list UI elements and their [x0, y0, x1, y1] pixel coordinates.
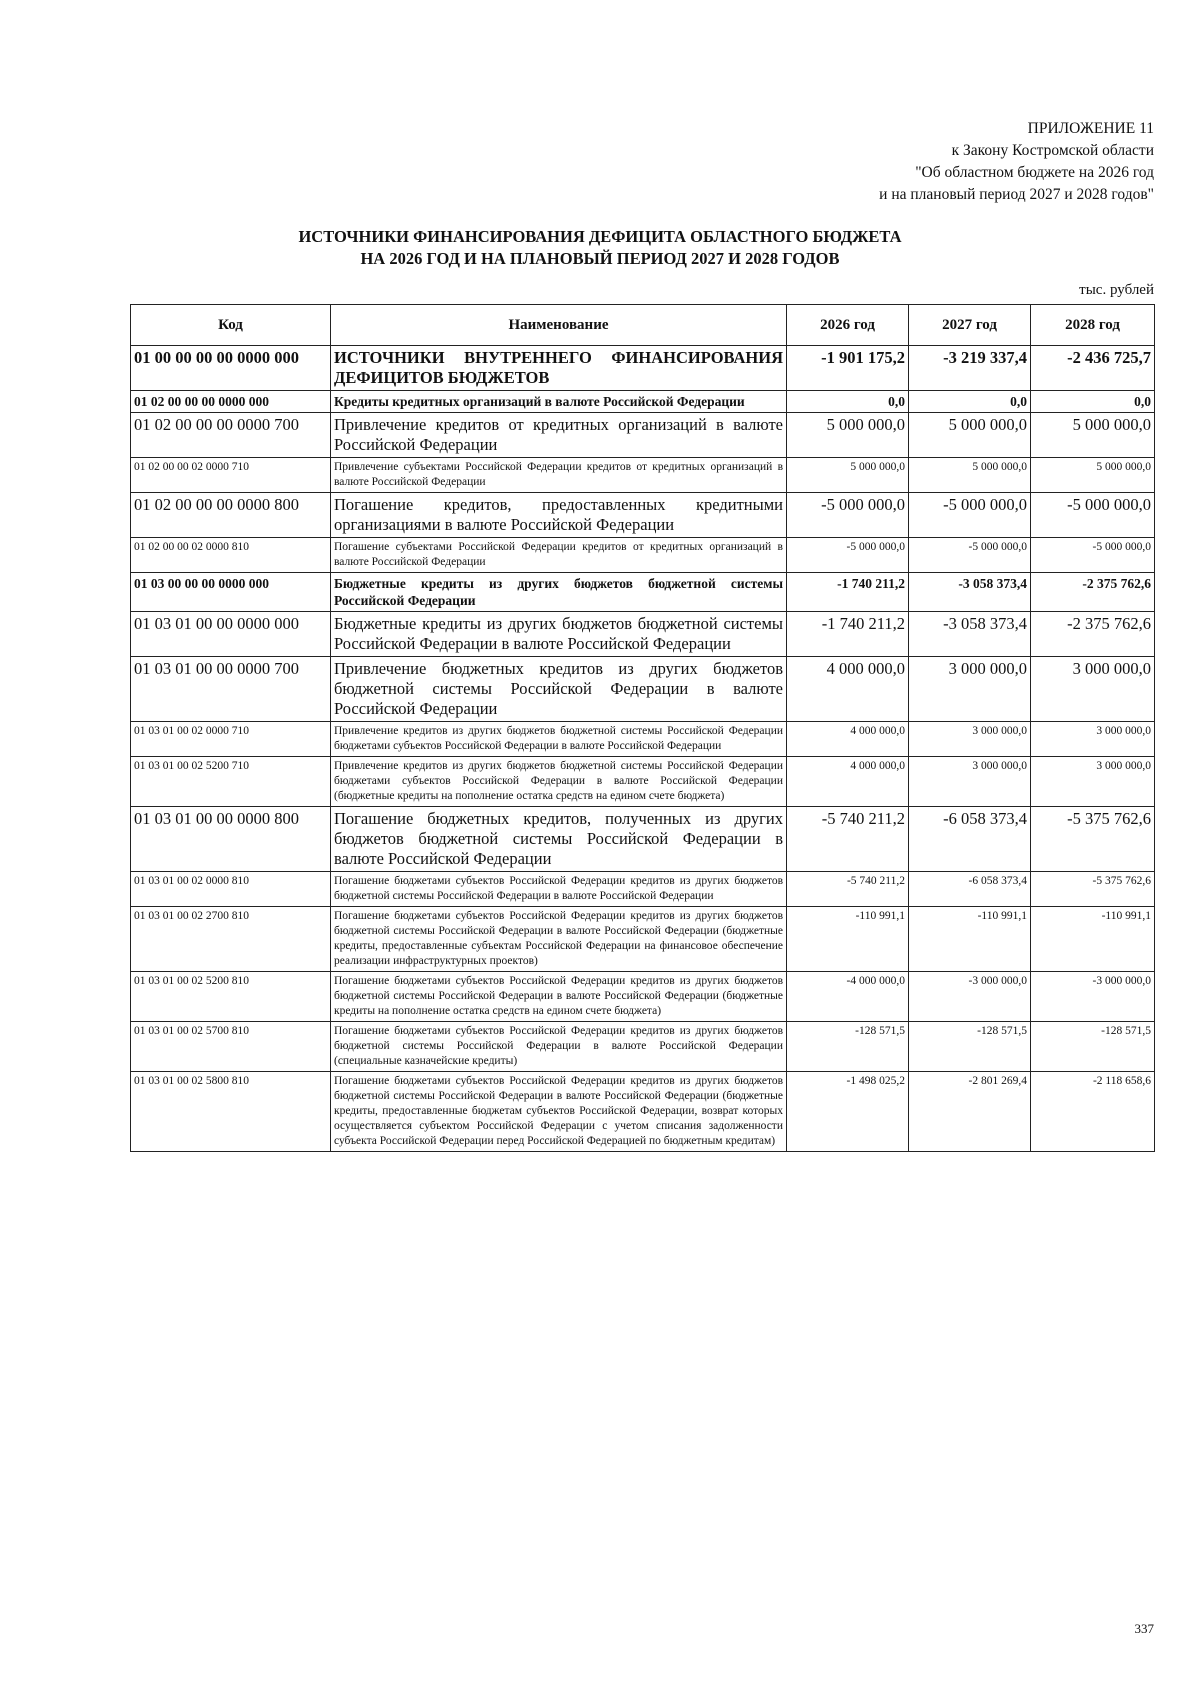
row-value-2028: -3 000 000,0: [1031, 972, 1155, 1022]
row-value-2028: -2 375 762,6: [1031, 612, 1155, 657]
row-value-2026: -1 740 211,2: [787, 573, 909, 612]
row-name: Привлечение кредитов из других бюджетов бюджетной системы Российской Федерации бюджетами субъектов Российской Федерации в валюте Российской Федерации (бюджетные кредиты на пополнение остатка средств на едином счете бюджета): [331, 757, 787, 807]
row-code: 01 03 00 00 00 0000 000: [131, 573, 331, 612]
row-value-2027: -3 219 337,4: [909, 346, 1031, 391]
row-value-2028: -2 436 725,7: [1031, 346, 1155, 391]
table-row: [131, 872, 1155, 907]
row-value-2028: -5 375 762,6: [1031, 807, 1155, 872]
row-name: Привлечение кредитов от кредитных организаций в валюте Российской Федерации: [331, 413, 787, 458]
row-code: 01 03 01 00 02 0000 810: [131, 872, 331, 907]
row-value-2027: 0,0: [909, 391, 1031, 413]
table-row: [131, 807, 1155, 872]
table-row: [131, 657, 1155, 722]
row-value-2027: 5 000 000,0: [909, 458, 1031, 493]
row-value-2026: 0,0: [787, 391, 909, 413]
table-row: [131, 722, 1155, 757]
row-value-2026: 4 000 000,0: [787, 722, 909, 757]
row-value-2028: 3 000 000,0: [1031, 722, 1155, 757]
row-name: Бюджетные кредиты из других бюджетов бюджетной системы Российской Федерации в валюте Российской Федерации: [331, 612, 787, 657]
row-name: Погашение бюджетами субъектов Российской Федерации кредитов из других бюджетов бюджетной системы Российской Федерации в валюте Российской Федерации (бюджетные кредиты на пополнение остатка средств на едином счете бюджета): [331, 972, 787, 1022]
row-code: 01 03 01 00 02 5200 810: [131, 972, 331, 1022]
row-value-2027: -3 000 000,0: [909, 972, 1031, 1022]
row-code: 01 00 00 00 00 0000 000: [131, 346, 331, 391]
header-2028: 2028 год: [1031, 305, 1155, 346]
row-name: ИСТОЧНИКИ ВНУТРЕННЕГО ФИНАНСИРОВАНИЯ ДЕФИЦИТОВ БЮДЖЕТОВ: [331, 346, 787, 391]
row-value-2026: -5 000 000,0: [787, 538, 909, 573]
row-code: 01 03 01 00 02 5200 710: [131, 757, 331, 807]
row-code: 01 02 00 00 00 0000 800: [131, 493, 331, 538]
row-value-2028: -128 571,5: [1031, 1022, 1155, 1072]
row-code: 01 02 00 00 02 0000 810: [131, 538, 331, 573]
row-code: 01 02 00 00 00 0000 000: [131, 391, 331, 413]
row-value-2026: 5 000 000,0: [787, 458, 909, 493]
row-code: 01 03 01 00 00 0000 800: [131, 807, 331, 872]
row-value-2028: -5 000 000,0: [1031, 493, 1155, 538]
row-code: 01 03 01 00 00 0000 700: [131, 657, 331, 722]
row-value-2027: -6 058 373,4: [909, 872, 1031, 907]
header-name: Наименование: [331, 305, 787, 346]
row-name: Погашение бюджетных кредитов, полученных из других бюджетов бюджетной системы Российской Федерации в валюте Российской Федерации: [331, 807, 787, 872]
header-code: Код: [131, 305, 331, 346]
budget-sources-table: [130, 304, 1155, 1152]
row-name: Привлечение кредитов из других бюджетов бюджетной системы Российской Федерации бюджетами субъектов Российской Федерации в валюте Российской Федерации: [331, 722, 787, 757]
row-value-2027: -5 000 000,0: [909, 493, 1031, 538]
page-number: 337: [1134, 1621, 1154, 1636]
appendix-number: ПРИЛОЖЕНИЕ 11: [1027, 120, 1154, 137]
row-value-2028: -2 375 762,6: [1031, 573, 1155, 612]
row-name: Погашение кредитов, предоставленных кредитными организациями в валюте Российской Федерации: [331, 493, 787, 538]
table-row: [131, 493, 1155, 538]
table-row: [131, 346, 1155, 391]
row-value-2027: -3 058 373,4: [909, 612, 1031, 657]
document-title-line-1: ИСТОЧНИКИ ФИНАНСИРОВАНИЯ ДЕФИЦИТА ОБЛАСТНОГО БЮДЖЕТА: [298, 227, 902, 246]
table-row: [131, 1072, 1155, 1152]
row-value-2028: -2 118 658,6: [1031, 1072, 1155, 1152]
row-value-2027: -3 058 373,4: [909, 573, 1031, 612]
row-value-2028: 5 000 000,0: [1031, 413, 1155, 458]
row-value-2026: -1 498 025,2: [787, 1072, 909, 1152]
row-value-2027: 3 000 000,0: [909, 757, 1031, 807]
row-value-2028: 0,0: [1031, 391, 1155, 413]
row-value-2026: -1 901 175,2: [787, 346, 909, 391]
row-name: Привлечение бюджетных кредитов из других бюджетов бюджетной системы Российской Федерации в валюте Российской Федерации: [331, 657, 787, 722]
table-row: [131, 458, 1155, 493]
table-row: [131, 1022, 1155, 1072]
table-row: [131, 573, 1155, 612]
row-name: Погашение субъектами Российской Федерации кредитов от кредитных организаций в валюте Российской Федерации: [331, 538, 787, 573]
row-value-2028: 5 000 000,0: [1031, 458, 1155, 493]
table-row: [131, 757, 1155, 807]
row-code: 01 03 01 00 02 2700 810: [131, 907, 331, 972]
appendix-law-title-2: и на плановый период 2027 и 2028 годов": [879, 186, 1154, 203]
row-name: Погашение бюджетами субъектов Российской Федерации кредитов из других бюджетов бюджетной системы Российской Федерации в валюте Российской Федерации (специальные казначейские кредиты): [331, 1022, 787, 1072]
table-row: [131, 391, 1155, 413]
table-row: [131, 612, 1155, 657]
row-value-2027: -2 801 269,4: [909, 1072, 1031, 1152]
row-value-2027: 3 000 000,0: [909, 657, 1031, 722]
row-name: Погашение бюджетами субъектов Российской Федерации кредитов из других бюджетов бюджетной системы Российской Федерации в валюте Российской Федерации (бюджетные кредиты, предоставленные субъектам Российской Федерации на финансовое обеспечение реализации инфраструктурных проектов): [331, 907, 787, 972]
row-value-2027: 5 000 000,0: [909, 413, 1031, 458]
table-row: [131, 538, 1155, 573]
row-name: Бюджетные кредиты из других бюджетов бюджетной системы Российской Федерации: [331, 573, 787, 612]
table-row: [131, 972, 1155, 1022]
row-code: 01 03 01 00 02 0000 710: [131, 722, 331, 757]
row-value-2027: -5 000 000,0: [909, 538, 1031, 573]
table-body: [131, 346, 1155, 1152]
row-name: Погашение бюджетами субъектов Российской Федерации кредитов из других бюджетов бюджетной системы Российской Федерации в валюте Российской Федерации (бюджетные кредиты, предоставленные бюджетам субъектов Российской Федерации, возврат которых осуществляется субъектом Российской Федерации с учетом списания задолженности субъекта Российской Федерации перед Российской Федерацией по бюджетным кредитам): [331, 1072, 787, 1152]
table-row: [131, 413, 1155, 458]
row-value-2026: -1 740 211,2: [787, 612, 909, 657]
row-value-2028: 3 000 000,0: [1031, 657, 1155, 722]
header-2026: 2026 год: [787, 305, 909, 346]
row-code: 01 02 00 00 02 0000 710: [131, 458, 331, 493]
row-value-2028: -110 991,1: [1031, 907, 1155, 972]
row-value-2027: -6 058 373,4: [909, 807, 1031, 872]
row-code: 01 03 01 00 02 5700 810: [131, 1022, 331, 1072]
row-value-2028: 3 000 000,0: [1031, 757, 1155, 807]
row-value-2027: 3 000 000,0: [909, 722, 1031, 757]
row-value-2026: -5 000 000,0: [787, 493, 909, 538]
row-value-2026: 4 000 000,0: [787, 757, 909, 807]
row-value-2026: -5 740 211,2: [787, 872, 909, 907]
row-value-2028: -5 375 762,6: [1031, 872, 1155, 907]
row-value-2026: -110 991,1: [787, 907, 909, 972]
row-value-2026: -5 740 211,2: [787, 807, 909, 872]
row-value-2027: -128 571,5: [909, 1022, 1031, 1072]
row-value-2028: -5 000 000,0: [1031, 538, 1155, 573]
document-title-line-2: НА 2026 ГОД И НА ПЛАНОВЫЙ ПЕРИОД 2027 И 2028 ГОДОВ: [360, 249, 840, 268]
row-value-2026: -4 000 000,0: [787, 972, 909, 1022]
row-value-2026: 5 000 000,0: [787, 413, 909, 458]
units-label: тыс. рублей: [1079, 282, 1154, 298]
document-title: [0, 226, 1200, 270]
row-code: 01 02 00 00 00 0000 700: [131, 413, 331, 458]
table-row: [131, 907, 1155, 972]
appendix-law-title-1: "Об областном бюджете на 2026 год: [915, 164, 1154, 181]
row-value-2027: -110 991,1: [909, 907, 1031, 972]
row-code: 01 03 01 00 00 0000 000: [131, 612, 331, 657]
table-header-row: [131, 305, 1155, 346]
row-name: Привлечение субъектами Российской Федерации кредитов от кредитных организаций в валюте Российской Федерации: [331, 458, 787, 493]
row-code: 01 03 01 00 02 5800 810: [131, 1072, 331, 1152]
header-2027: 2027 год: [909, 305, 1031, 346]
row-name: Погашение бюджетами субъектов Российской Федерации кредитов из других бюджетов бюджетной системы Российской Федерации в валюте Российской Федерации: [331, 872, 787, 907]
row-value-2026: 4 000 000,0: [787, 657, 909, 722]
row-name: Кредиты кредитных организаций в валюте Российской Федерации: [331, 391, 787, 413]
appendix-header: [879, 118, 1154, 206]
appendix-law-ref: к Закону Костромской области: [951, 142, 1154, 159]
row-value-2026: -128 571,5: [787, 1022, 909, 1072]
